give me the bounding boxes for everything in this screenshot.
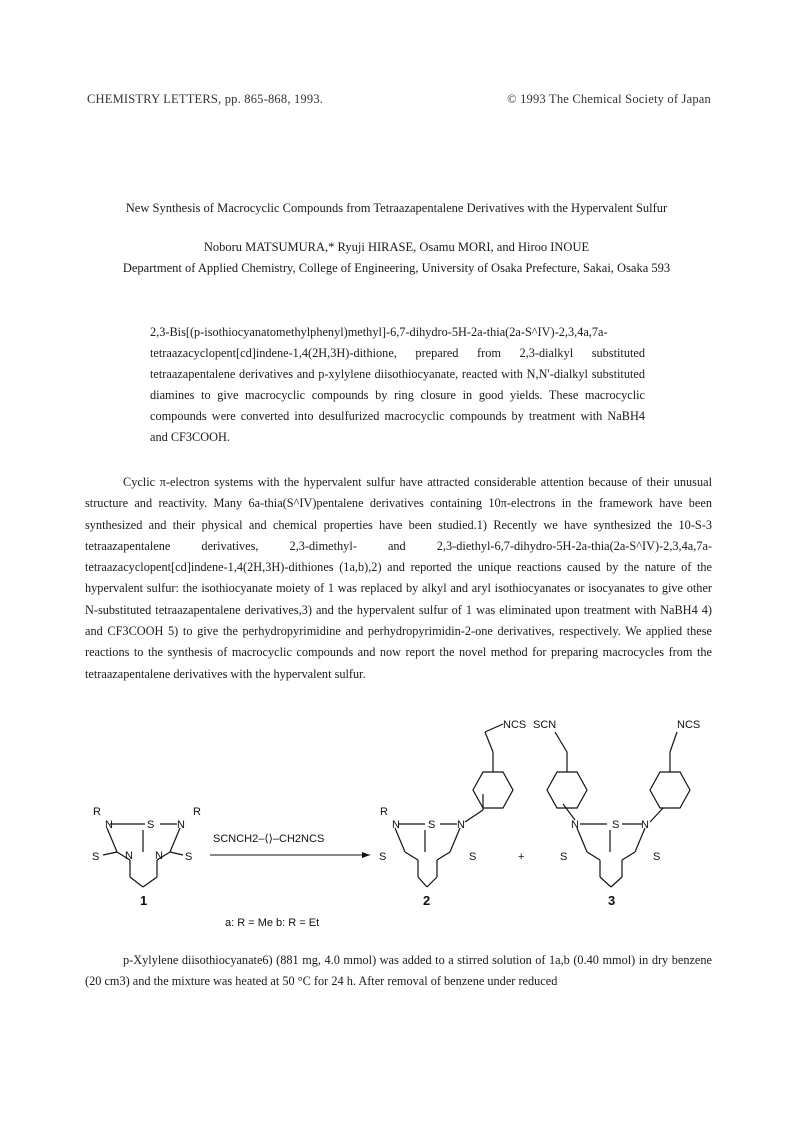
compound-2-s-center: S xyxy=(428,819,436,831)
affiliation: Department of Applied Chemistry, College of Engineering, University of Osaka Prefecture, Sakai, Osaka 593 xyxy=(122,261,671,275)
compound-2-label: 2 xyxy=(423,893,431,908)
compound-2-n-left: N xyxy=(392,819,400,831)
compound-2-s-right: S xyxy=(469,851,477,863)
author-list: Noboru MATSUMURA,* Ryuji HIRASE, Osamu MORI, and Hiroo INOUE xyxy=(203,240,590,254)
compound-2-ncs: NCS xyxy=(503,719,527,731)
compound-3-n-left: N xyxy=(571,819,579,831)
compound-1-s-right: S xyxy=(185,851,193,863)
compound-3-s-center: S xyxy=(612,819,620,831)
reaction-scheme-svg xyxy=(85,712,725,944)
plus-sign: + xyxy=(518,851,525,863)
journal-citation: CHEMISTRY LETTERS, pp. 865-868, 1993. xyxy=(87,92,324,106)
substituent-legend: a: R = Me b: R = Et xyxy=(225,917,320,929)
compound-1-structure xyxy=(103,824,183,887)
abstract: 2,3-Bis[(p-isothiocyanatomethylphenyl)methyl]-6,7-dihydro-5H-2a-thia(2a-S^IV)-2,3,4a,7a-tetraazacyclopent[cd]indene-1,4(2H,3H)-dithione, prepared from 2,3-dialkyl substituted tetraazapentalene derivatives and p-xylylene diisothiocyanate, reacted with N,N'-dialkyl substituted diamines to give macrocyclic compounds by ring closure in good yields. These macrocyclic compounds were converted into desulfurized macrocyclic compounds by treatment with NaBH4 and CF3COOH. xyxy=(150,325,645,444)
compound-1-n-lower-right: N xyxy=(155,850,163,862)
compound-1-r-right: R xyxy=(193,806,201,818)
reagent-formula: SCNCH2–⟨⟩–CH2NCS xyxy=(213,833,325,845)
compound-3-structure xyxy=(547,732,690,887)
compound-1-r-left: R xyxy=(93,806,101,818)
compound-1-n-right: N xyxy=(177,819,185,831)
paper-title: New Synthesis of Macrocyclic Compounds from Tetraazapentalene Derivatives with the Hypervalent Sulfur xyxy=(125,201,668,215)
compound-2-r: R xyxy=(380,806,388,818)
compound-1-s-center: S xyxy=(147,819,155,831)
compound-1-s-left: S xyxy=(92,851,100,863)
compound-3-label: 3 xyxy=(608,893,616,908)
reaction-scheme xyxy=(85,712,725,944)
compound-3-s-right: S xyxy=(653,851,661,863)
compound-3-s-left: S xyxy=(560,851,568,863)
compound-1-n-left: N xyxy=(105,819,113,831)
body-paragraph-2: p-Xylylene diisothiocyanate6) (881 mg, 4.0 mmol) was added to a stirred solution of 1a,b (0.40 mmol) in dry benzene (20 cm3) and the mixture was heated at 50 °C for 24 h. After removal of benzene under reduced xyxy=(85,953,712,989)
compound-3-n-right: N xyxy=(641,819,649,831)
compound-1-n-lower-left: N xyxy=(125,850,133,862)
compound-2-structure xyxy=(395,724,513,887)
compound-1-label: 1 xyxy=(140,893,148,908)
compound-2-n-right: N xyxy=(457,819,465,831)
compound-2-s-left: S xyxy=(379,851,387,863)
copyright-notice: © 1993 The Chemical Society of Japan xyxy=(507,92,711,106)
compound-3-ncs: NCS xyxy=(677,719,701,731)
compound-3-scn: SCN xyxy=(533,719,557,731)
body-paragraph-1: Cyclic π-electron systems with the hypervalent sulfur have attracted considerable attention because of their unusual structure and reactivity. Many 6a-thia(S^IV)pentalene derivatives containing 10π-electrons in the framework have been synthesized and their physical and chemical properties have been studied.1) Recently we have synthesized the 10-S-3 tetraazapentalene derivatives, 2,3-dimethyl- and 2,3-diethyl-6,7-dihydro-5H-2a-thia(2a-S^IV)-2,3,4a,7a-tetraazacyclopent[cd]indene-1,4(2H,3H)-dithiones (1a,b),2) and reported the unique reactions caused by the nature of the hypervalent sulfur: the isothiocyanate moiety of 1 was replaced by alkyl and aryl isothiocyanates or isocyanates to give other N-substituted tetraazapentalene derivatives,3) and the hypervalent sulfur of 1 was eliminated upon treatment with NaBH4 4) and CF3COOH 5) to give the perhydropyrimidine and perhydropyrimidin-2-one derivatives, respectively. We applied these reactions to the synthesis of macrocyclic compounds and now report the novel method for preparing macrocycles from the tetraazapentalene derivatives with the hypervalent sulfur. xyxy=(85,475,712,681)
arrow-head xyxy=(362,852,370,858)
